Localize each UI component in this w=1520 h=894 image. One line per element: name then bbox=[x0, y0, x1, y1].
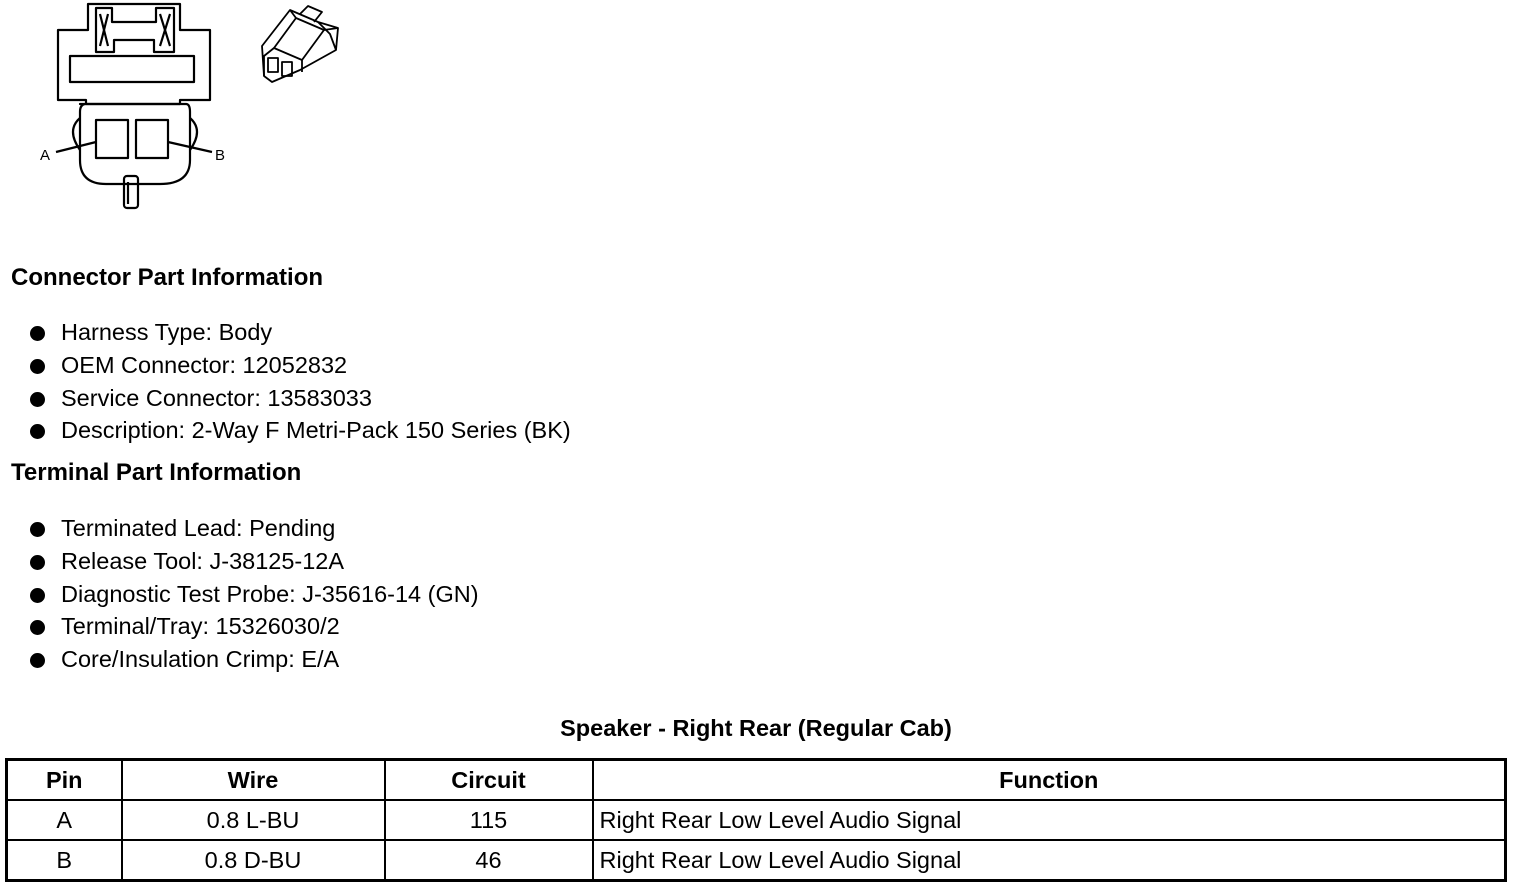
cell-pin: A bbox=[7, 800, 122, 840]
list-item bbox=[28, 578, 479, 611]
cell-wire: 0.8 D-BU bbox=[122, 840, 385, 881]
harness-type: Harness Type: Body bbox=[61, 319, 273, 345]
connector-info-heading: Connector Part Information bbox=[11, 264, 324, 291]
list-item bbox=[28, 414, 571, 447]
list-item bbox=[28, 610, 479, 643]
bullet-icon bbox=[30, 653, 45, 668]
pin-table-title: Speaker - Right Rear (Regular Cab) bbox=[560, 715, 952, 741]
pin-b-label: B bbox=[215, 147, 226, 164]
bullet-icon bbox=[30, 620, 45, 635]
oem-connector: OEM Connector: 12052832 bbox=[61, 351, 348, 378]
terminal-info-heading: Terminal Part Information bbox=[11, 459, 302, 486]
crimp: Core/Insulation Crimp: E/A bbox=[61, 646, 340, 673]
terminal-tray: Terminal/Tray: 15326030/2 bbox=[61, 613, 340, 640]
bullet-icon bbox=[30, 326, 45, 341]
bullet-icon bbox=[30, 424, 45, 439]
bullet-icon bbox=[30, 555, 45, 570]
test-probe: Diagnostic Test Probe: J-35616-14 (GN) bbox=[61, 580, 479, 607]
terminated-lead: Terminated Lead: Pending bbox=[61, 515, 336, 541]
bullet-icon bbox=[30, 359, 45, 374]
cell-pin: B bbox=[7, 840, 122, 881]
table-header-row bbox=[7, 760, 1506, 801]
list-item bbox=[28, 545, 479, 578]
header-wire: Wire bbox=[122, 760, 385, 801]
cell-function: Right Rear Low Level Audio Signal bbox=[593, 840, 1506, 881]
service-connector: Service Connector: 13583033 bbox=[61, 384, 372, 411]
header-pin: Pin bbox=[7, 760, 122, 801]
connector-info-list bbox=[28, 316, 571, 447]
connector-isometric-icon bbox=[262, 6, 338, 82]
description: Description: 2-Way F Metri-Pack 150 Series (BK) bbox=[61, 417, 571, 444]
pin-table bbox=[5, 758, 1507, 882]
bullet-icon bbox=[30, 588, 45, 603]
table-row bbox=[7, 800, 1506, 840]
table-row bbox=[7, 840, 1506, 881]
list-item bbox=[28, 349, 571, 382]
terminal-info-list bbox=[28, 512, 479, 676]
cell-circuit: 46 bbox=[385, 840, 593, 881]
cell-function: Right Rear Low Level Audio Signal bbox=[593, 800, 1506, 840]
header-circuit: Circuit bbox=[385, 760, 593, 801]
list-item bbox=[28, 643, 479, 676]
list-item bbox=[28, 512, 479, 545]
pin-a-label: A bbox=[40, 147, 51, 164]
header-function: Function bbox=[593, 760, 1506, 801]
release-tool: Release Tool: J-38125-12A bbox=[61, 547, 345, 574]
bullet-icon bbox=[30, 522, 45, 537]
list-item bbox=[28, 382, 571, 415]
connector-diagram bbox=[0, 0, 360, 220]
cell-circuit: 115 bbox=[385, 800, 593, 840]
list-item bbox=[28, 316, 571, 349]
cell-wire: 0.8 L-BU bbox=[122, 800, 385, 840]
bullet-icon bbox=[30, 392, 45, 407]
